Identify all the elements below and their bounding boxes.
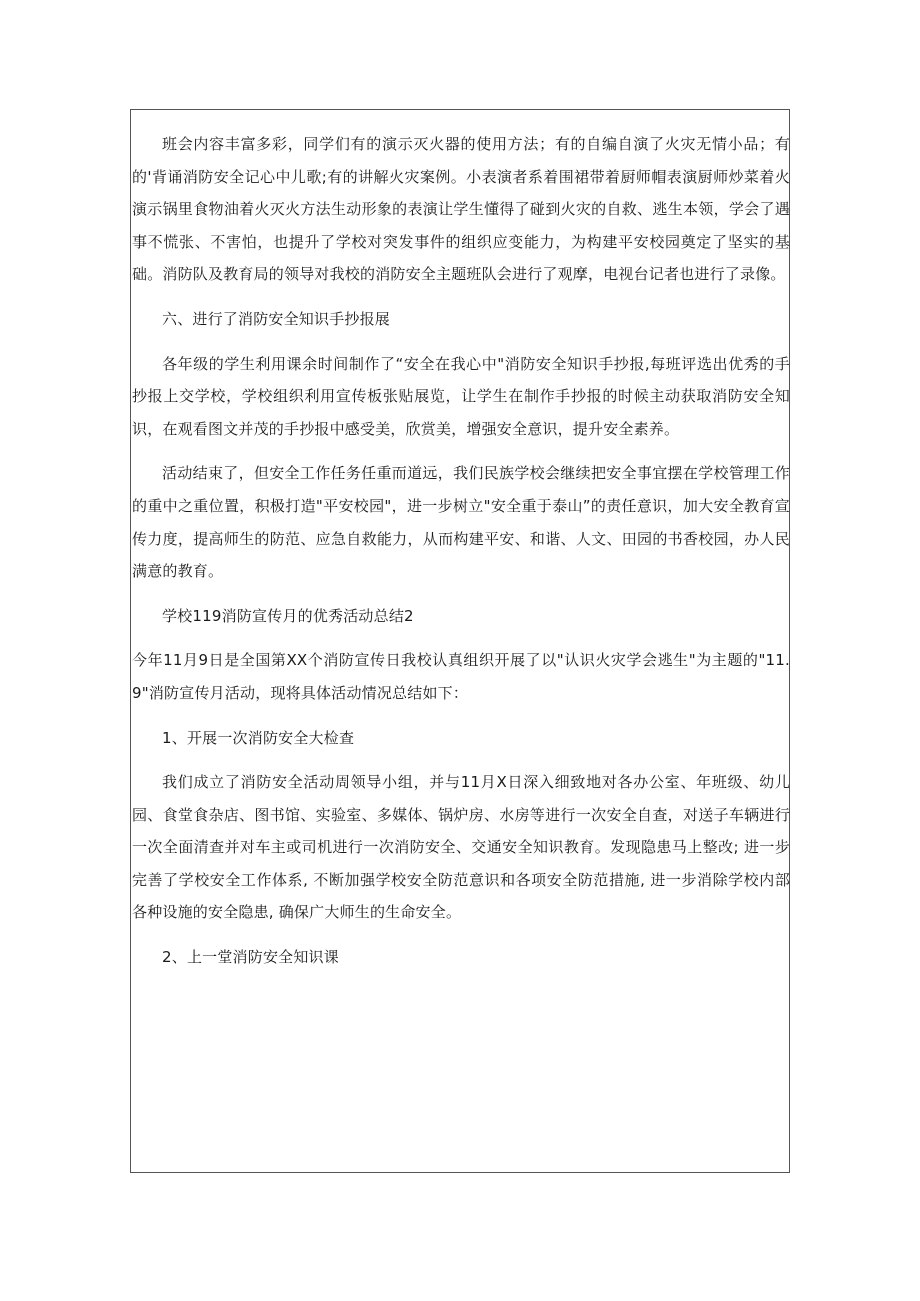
paragraph-conclusion: 活动结束了，但安全工作任务任重而道远，我们民族学校会继续把安全事宜摆在学校管理工作的重中之重位置，积极打造"平安校园"，进一步树立"安全重于泰山”的责任意识，加大安全教育宣传力度，提高师生的防范、应急自救能力，从而构建平安、和谐、人文、田园的书香校园，办人民满意的教育。 — [132, 464, 790, 581]
paragraph-intro: 今年11月9日是全国第XX个消防宣传日我校认真组织开展了以"认识火灾学会逃生"为主题的"11.9"消防宣传月活动，现将具体活动情况总结如下： — [132, 651, 790, 702]
heading-item-2: 2、上一堂消防安全知识课 — [162, 948, 339, 967]
paragraph-handwritten-newspaper: 各年级的学生利用课余时间制作了“安全在我心中"消防安全知识手抄报,每班评选出优秀的手抄报上交学校，学校组织利用宣传板张贴展览，让学生在制作手抄报的时候主动获取消防安全知识，在观看图文并茂的手抄报中感受美，欣赏美，增强安全意识，提升安全素养。 — [132, 354, 790, 438]
heading-item-1: 1、开展一次消防安全大检查 — [162, 728, 355, 747]
paragraph-safety-inspection: 我们成立了消防安全活动周领导小组，并与11月X日深入细致地对各办公室、年班级、幼儿园、食堂食杂店、图书馆、实验室、多媒体、锅炉房、水房等进行一次安全自查，对送子车辆进行一次全面清查并对车主或司机进行一次消防安全、交通安全知识教育。发现隐患马上整改; 进一步完善了学校安全工作体系, 不断加强学校安全防范意识和各项安全防范措施, 进一步消除学校内部各种设施的安全隐患, 确保广大师生的生命安全。 — [132, 773, 790, 922]
document-body — [132, 128, 790, 974]
heading-section-six: 六、进行了消防安全知识手抄报展 — [162, 309, 391, 328]
article-title-2: 学校119消防宣传月的优秀活动总结2 — [162, 606, 414, 625]
paragraph-class-meeting: 班会内容丰富多彩，同学们有的演示灭火器的使用方法；有的自编自演了火灾无情小品；有的'背诵消防安全记心中儿歌;有的讲解火灾案例。小表演者系着围裙带着厨师帽表演厨师炒菜着火演示锅里食物油着火灭火方法生动形象的表演让学生懂得了碰到火灾的自救、逃生本领，学会了遇事不慌张、不害怕，也提升了学校对突发事件的组织应变能力，为构建平安校园奠定了坚实的基础。消防队及教育局的领导对我校的消防安全主题班队会进行了观摩，电视台记者也进行了录像。 — [132, 135, 790, 284]
